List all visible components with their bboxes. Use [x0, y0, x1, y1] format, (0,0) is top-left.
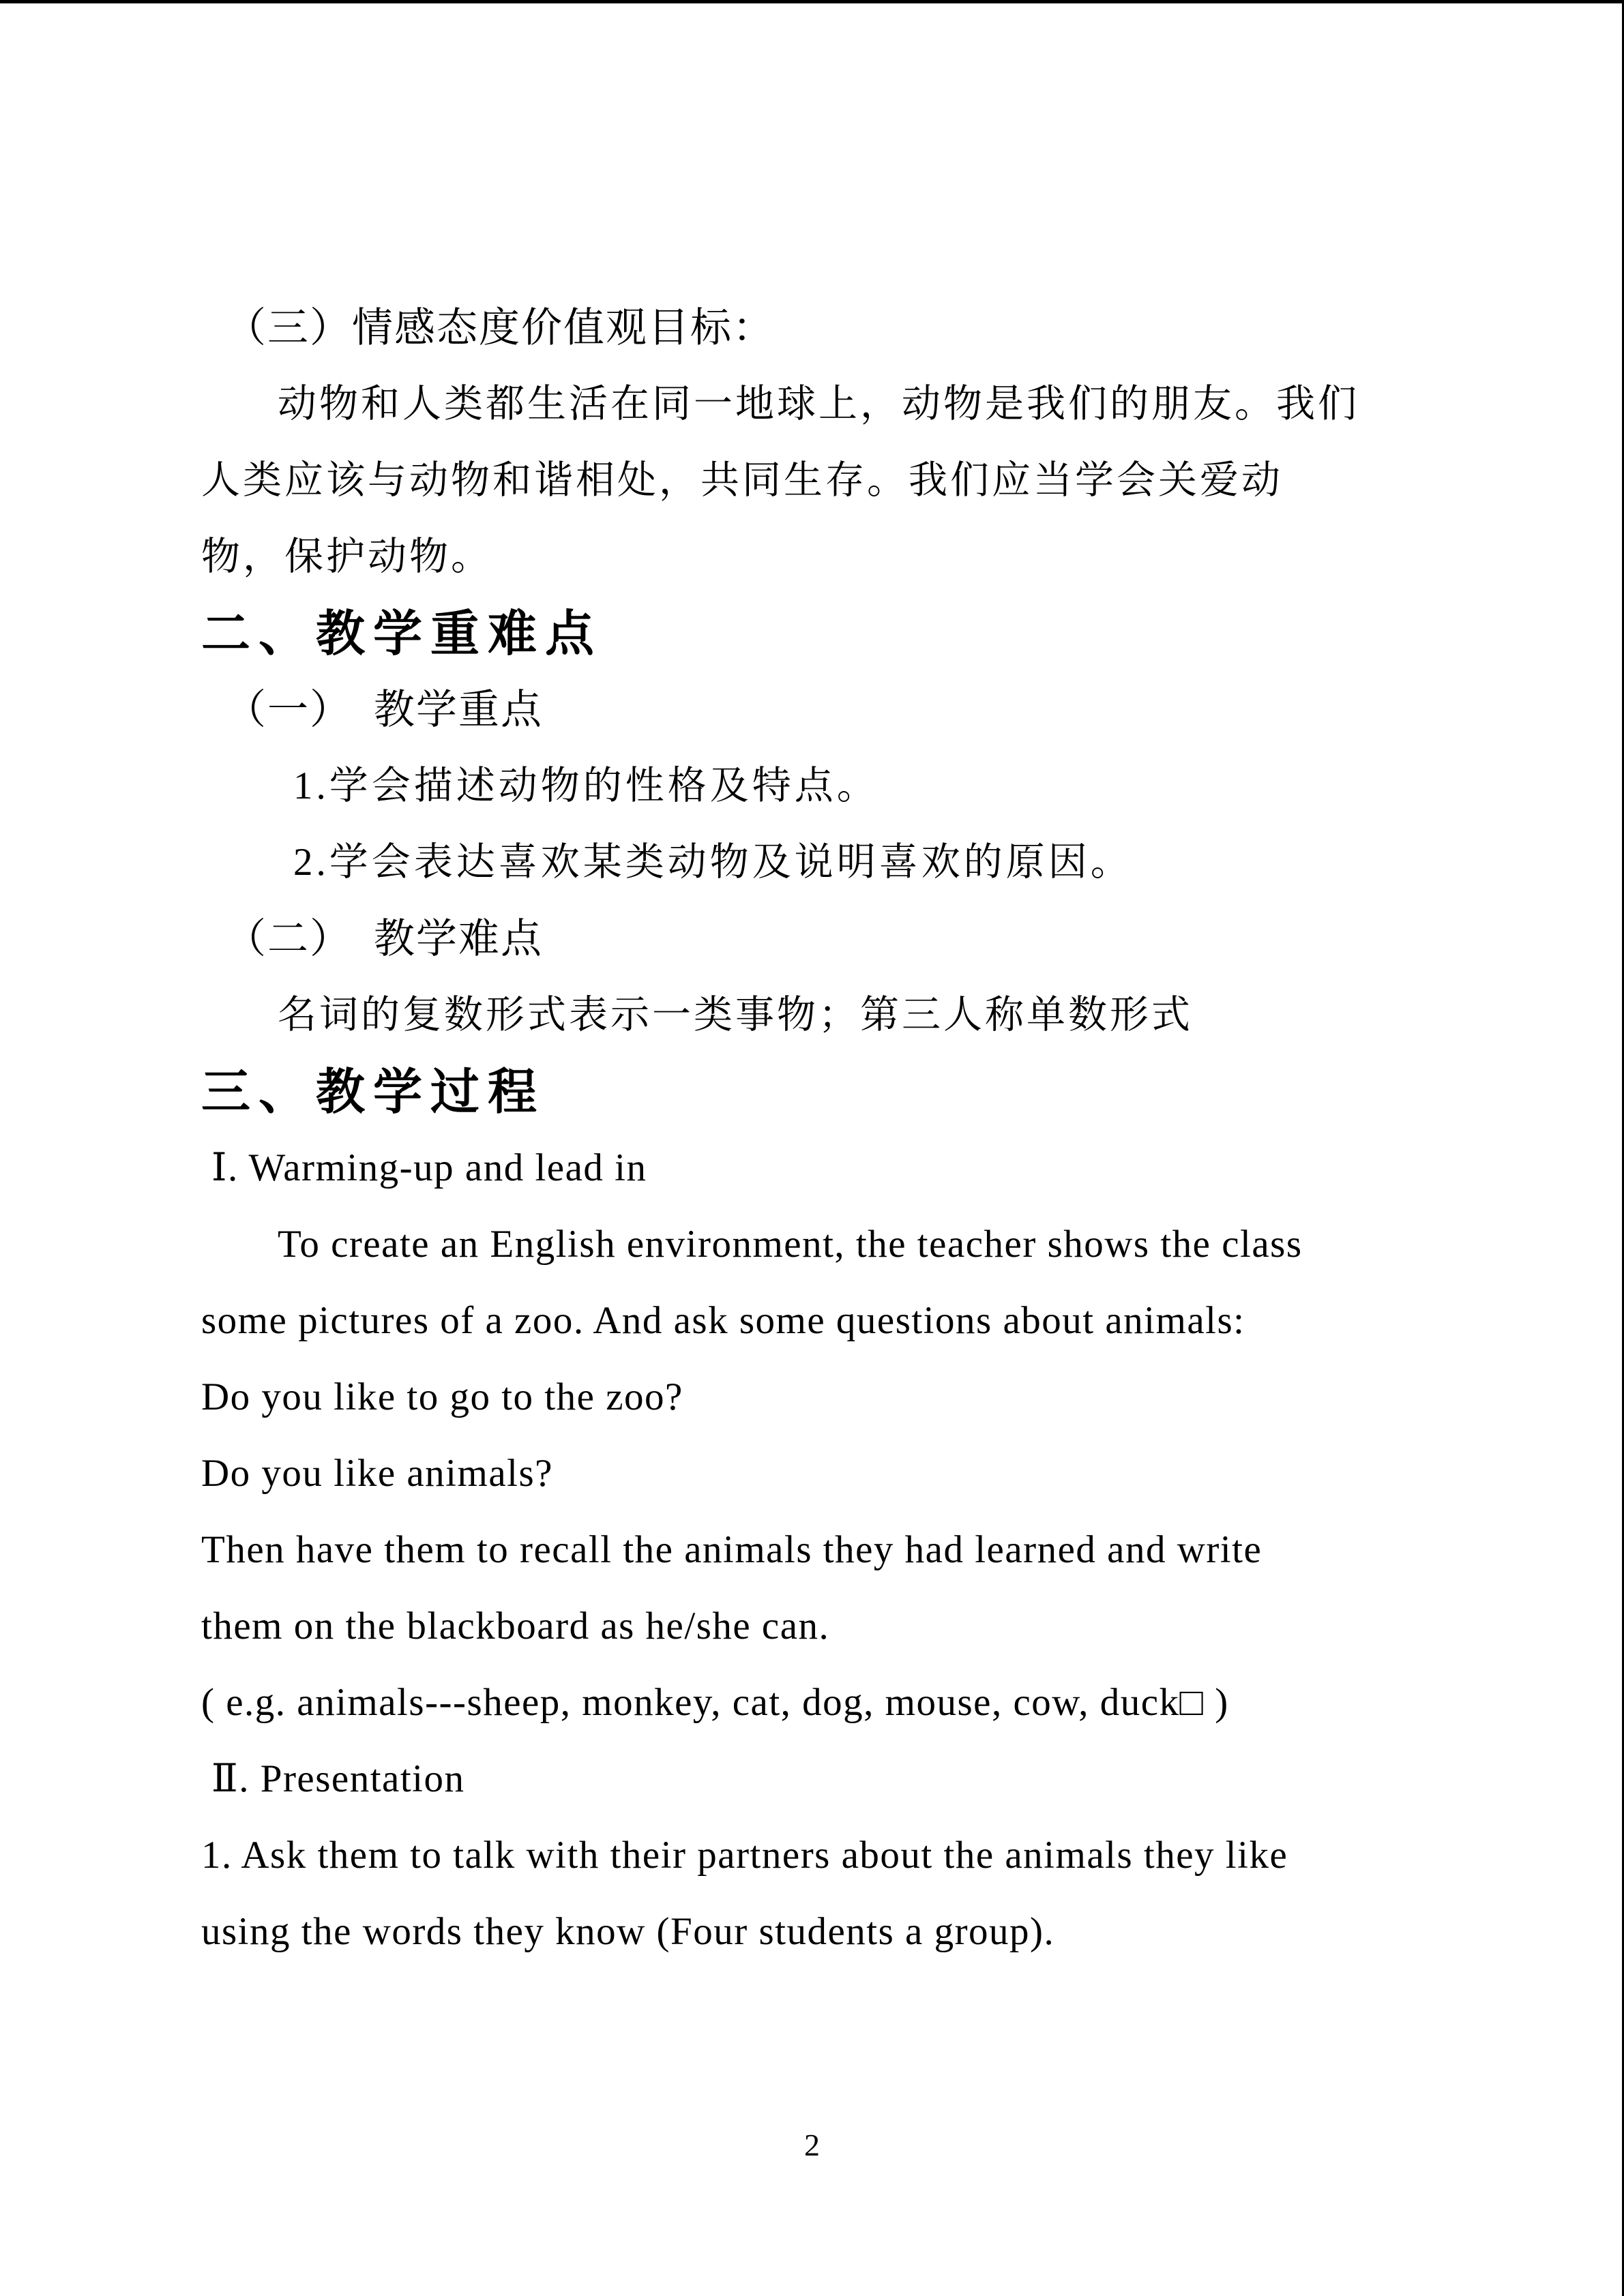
- subsection-heading-key-points: （一） 教学重点: [225, 687, 543, 732]
- doc-line: using the words they know (Four students a group).: [201, 1910, 1055, 1953]
- doc-line: 人类应该与动物和谐相处，共同生存。我们应当学会关爱动: [201, 459, 1283, 502]
- section-heading-teaching-process: 三、教学过程: [201, 1063, 546, 1120]
- subsection-heading-difficult-points: （二） 教学难点: [225, 916, 543, 961]
- doc-line: Do you like animals?: [201, 1452, 553, 1495]
- doc-line: them on the blackboard as he/she can.: [201, 1605, 830, 1648]
- scan-artifact-top-edge: [0, 0, 1624, 3]
- page-number: 2: [804, 2128, 820, 2162]
- list-item: 2.学会表达喜欢某类动物及说明喜欢的原因。: [293, 841, 1133, 884]
- doc-line: To create an English environment, the teacher shows the class: [278, 1223, 1303, 1266]
- list-item: 1.学会描述动物的性格及特点。: [293, 764, 879, 807]
- doc-line: 1. Ask them to talk with their partners about the animals they like: [201, 1834, 1288, 1877]
- doc-line: 动物和人类都生活在同一地球上，动物是我们的朋友。我们: [278, 383, 1359, 426]
- section-heading-teaching-key-points: 二、教学重难点: [201, 605, 603, 662]
- doc-line: some pictures of a zoo. And ask some questions about animals:: [201, 1299, 1245, 1342]
- subsection-heading-affective-goals: （三）情感态度价值观目标：: [225, 305, 775, 351]
- doc-line: Do you like to go to the zoo?: [201, 1375, 683, 1418]
- doc-line: ( e.g. animals---sheep, monkey, cat, dog, mouse, cow, duck□ ): [201, 1681, 1229, 1724]
- step-heading-presentation: Ⅱ. Presentation: [211, 1757, 465, 1800]
- doc-line: Then have them to recall the animals they had learned and write: [201, 1528, 1263, 1571]
- doc-line: 物，保护动物。: [201, 535, 492, 578]
- document-body: [201, 290, 1436, 1970]
- step-heading-warming-up: Ⅰ. Warming-up and lead in: [211, 1146, 647, 1189]
- doc-line: 名词的复数形式表示一类事物；第三人称单数形式: [278, 994, 1193, 1037]
